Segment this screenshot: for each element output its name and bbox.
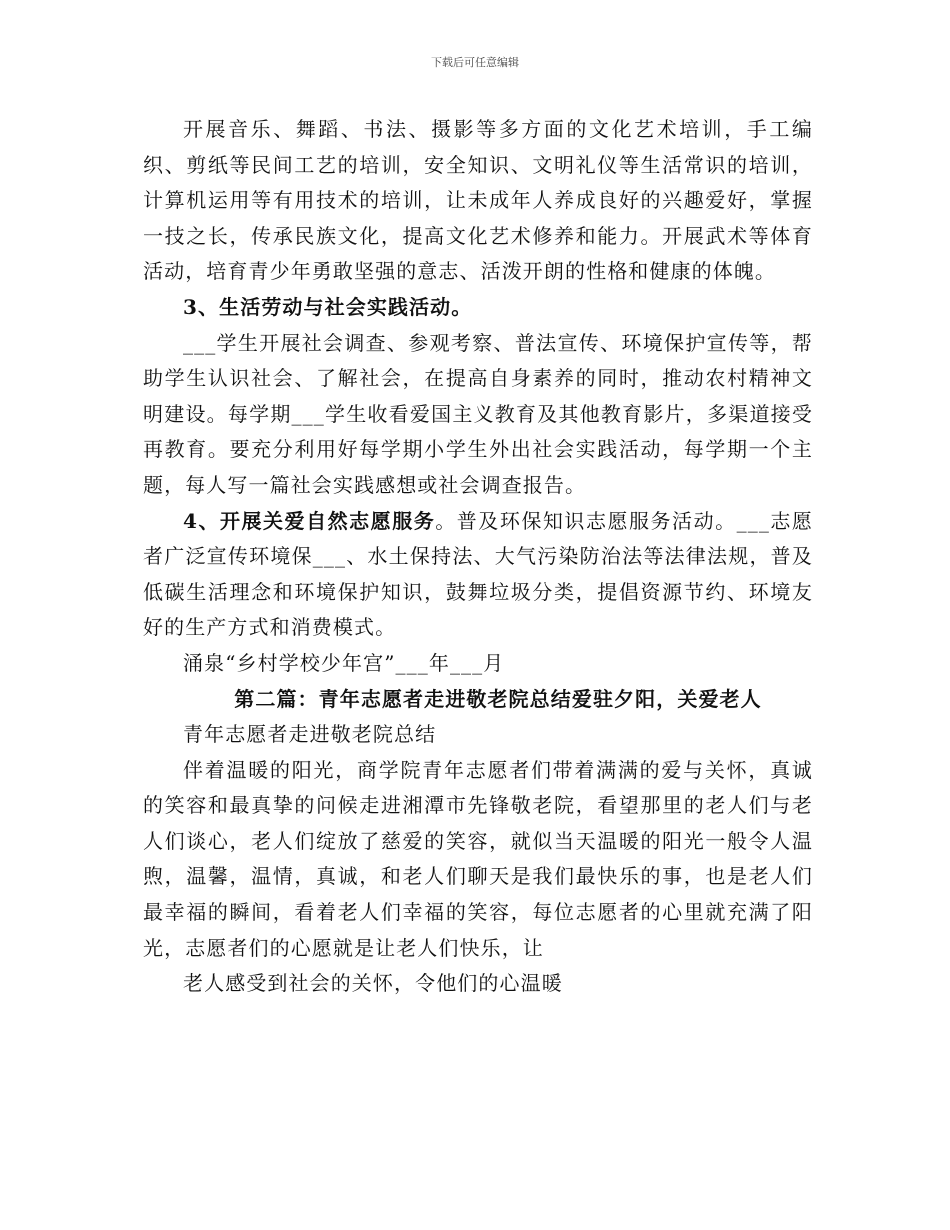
signature-line: 涌泉“乡村学校少年宫”___年___月 [183,650,505,675]
paragraph-nature-volunteer [143,504,813,646]
document-body [143,112,813,1002]
paragraph-volunteer-visit: 伴着温暖的阳光，商学院青年志愿者们带着满满的爱与关怀，真诚的笑容和最真挚的问候走进湘潭市先锋敬老院，看望那里的老人们与老人们谈心，老人们绽放了慈爱的笑容，就似当天温暖的阳光一般令人温煦，温馨，温情，真诚，和老人们聊天是我们最快乐的事，也是老人们最幸福的瞬间，看着老人们幸福的笑容，每位志愿者的心里就充满了阳光，志愿者们的心愿就是让老人们快乐，让 [143,757,813,960]
chapter-subtitle: 青年志愿者走进敬老院总结 [183,722,437,747]
page-header: 下载后可任意编辑 [431,56,519,69]
paragraph-culture-training: 开展音乐、舞蹈、书法、摄影等多方面的文化艺术培训，手工编织、剪纸等民间工艺的培训，安全知识、文明礼仪等生活常识的培训，计算机运用等有用技术的培训，让未成年人养成良好的兴趣爱好，掌握一技之长，传承民族文化，提高文化艺术修养和能力。开展武术等体育活动，培育青少年勇敢坚强的意志、活泼开朗的性格和健康的体魄。 [143,117,813,284]
section-heading-4: 4、开展关爱自然志愿服务 [183,508,436,533]
chapter-title: 第二篇：青年志愿者走进敬老院总结爱驻夕阳，关爱老人 [234,686,762,711]
section-heading-3: 3、生活劳动与社会实践活动。 [183,294,473,319]
paragraph-social-practice: ___学生开展社会调查、参观考察、普法宣传、环境保护宣传等，帮助学生认识社会、了解社会，在提高自身素养的同时，推动农村精神文明建设。每学期___学生收看爱国主义教育及其他教育影片，多渠道接受再教育。要充分利用好每学期小学生外出社会实践活动，每学期一个主题，每人写一篇社会实践感想或社会调查报告。 [143,330,813,497]
paragraph-volunteer-closing: 老人感受到社会的关怀，令他们的心温暖 [183,971,563,996]
paragraph-nature-volunteer-text: 。普及环保知识志愿服务活动。___志愿者广泛宣传环境保___、水土保持法、大气污染防治法等法律法规，普及低碳生活理念和环境保护知识，鼓舞垃圾分类，提倡资源节约、环境友好的生产方式和消费模式。 [143,508,813,640]
